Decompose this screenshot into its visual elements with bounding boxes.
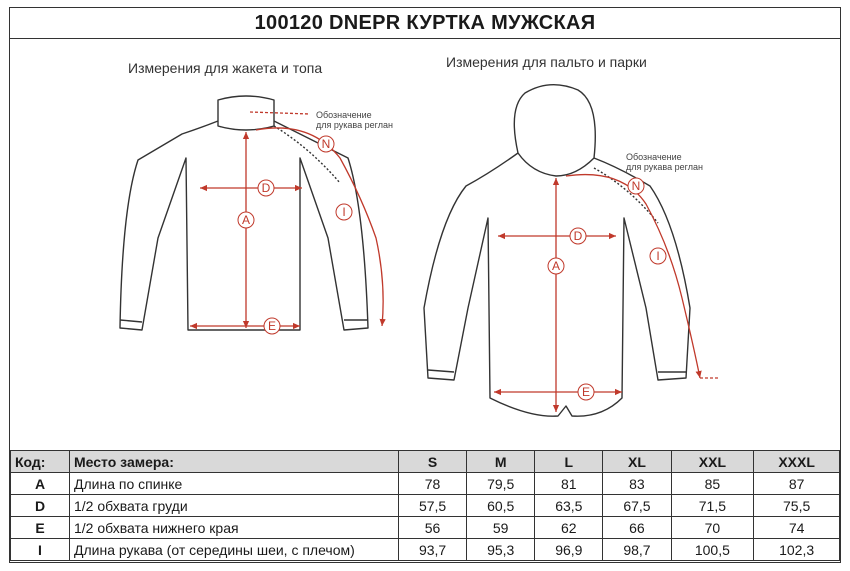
header-size-m: M: [467, 451, 535, 473]
jacket-note-line2: для рукава реглан: [316, 120, 393, 130]
row-code: D: [11, 495, 70, 517]
cell-value: 75,5: [754, 495, 840, 517]
cell-value: 59: [467, 517, 535, 539]
header-size-xl: XL: [603, 451, 671, 473]
jacket-note-line1: Обозначение: [316, 110, 372, 120]
coat-note-line1: Обозначение: [626, 152, 682, 162]
row-label: Длина по спинке: [70, 473, 399, 495]
cell-value: 100,5: [671, 539, 754, 561]
cell-value: 78: [399, 473, 467, 495]
cell-value: 62: [535, 517, 603, 539]
row-label: Длина рукава (от середины шеи, с плечом): [70, 539, 399, 561]
coat-note-line2: для рукава реглан: [626, 162, 703, 172]
row-label: 1/2 обхвата груди: [70, 495, 399, 517]
cell-value: 87: [754, 473, 840, 495]
coat-marker-n: N: [631, 179, 641, 193]
cell-value: 98,7: [603, 539, 671, 561]
jacket-marker-i: I: [342, 205, 346, 219]
size-table-header: [11, 451, 840, 473]
cell-value: 81: [535, 473, 603, 495]
table-row: [11, 473, 840, 495]
coat-raglan-note: [626, 152, 703, 172]
coat-marker-a: A: [551, 259, 561, 273]
cell-value: 71,5: [671, 495, 754, 517]
cell-value: 63,5: [535, 495, 603, 517]
header-code: Код:: [11, 451, 70, 473]
cell-value: 83: [603, 473, 671, 495]
cell-value: 74: [754, 517, 840, 539]
row-code: I: [11, 539, 70, 561]
cell-value: 95,3: [467, 539, 535, 561]
header-size-l: L: [535, 451, 603, 473]
jacket-marker-n: N: [321, 137, 331, 151]
cell-value: 85: [671, 473, 754, 495]
coat-outline: [424, 85, 690, 417]
jacket-marker-e: E: [267, 319, 277, 333]
table-row: [11, 495, 840, 517]
header-size-s: S: [399, 451, 467, 473]
page-title: 100120 DNEPR КУРТКА МУЖСКАЯ: [10, 8, 840, 39]
jacket-marker-a: A: [241, 213, 251, 227]
header-size-xxl: XXL: [671, 451, 754, 473]
coat-marker-i: I: [656, 249, 660, 263]
cell-value: 102,3: [754, 539, 840, 561]
cell-value: 56: [399, 517, 467, 539]
cell-value: 96,9: [535, 539, 603, 561]
row-code: E: [11, 517, 70, 539]
cell-value: 57,5: [399, 495, 467, 517]
jacket-caption: Измерения для жакета и топа: [128, 60, 323, 76]
jacket-raglan-note: [316, 110, 393, 130]
table-row: [11, 517, 840, 539]
cell-value: 60,5: [467, 495, 535, 517]
size-chart-sheet: [9, 7, 841, 563]
coat-marker-e: E: [581, 385, 591, 399]
size-table: [10, 450, 840, 561]
row-label: 1/2 обхвата нижнего края: [70, 517, 399, 539]
cell-value: 66: [603, 517, 671, 539]
coat-marker-d: D: [573, 229, 583, 243]
jacket-marker-d: D: [261, 181, 271, 195]
jacket-markers: [238, 136, 352, 334]
cell-value: 79,5: [467, 473, 535, 495]
cell-value: 93,7: [399, 539, 467, 561]
jacket-measurements: [190, 112, 383, 328]
table-row: [11, 539, 840, 561]
coat-caption: Измерения для пальто и парки: [446, 54, 647, 70]
header-size-xxxl: XXXL: [754, 451, 840, 473]
header-measure-place: Место замера:: [70, 451, 399, 473]
cell-value: 70: [671, 517, 754, 539]
garment-diagrams: [10, 8, 840, 448]
cell-value: 67,5: [603, 495, 671, 517]
row-code: A: [11, 473, 70, 495]
